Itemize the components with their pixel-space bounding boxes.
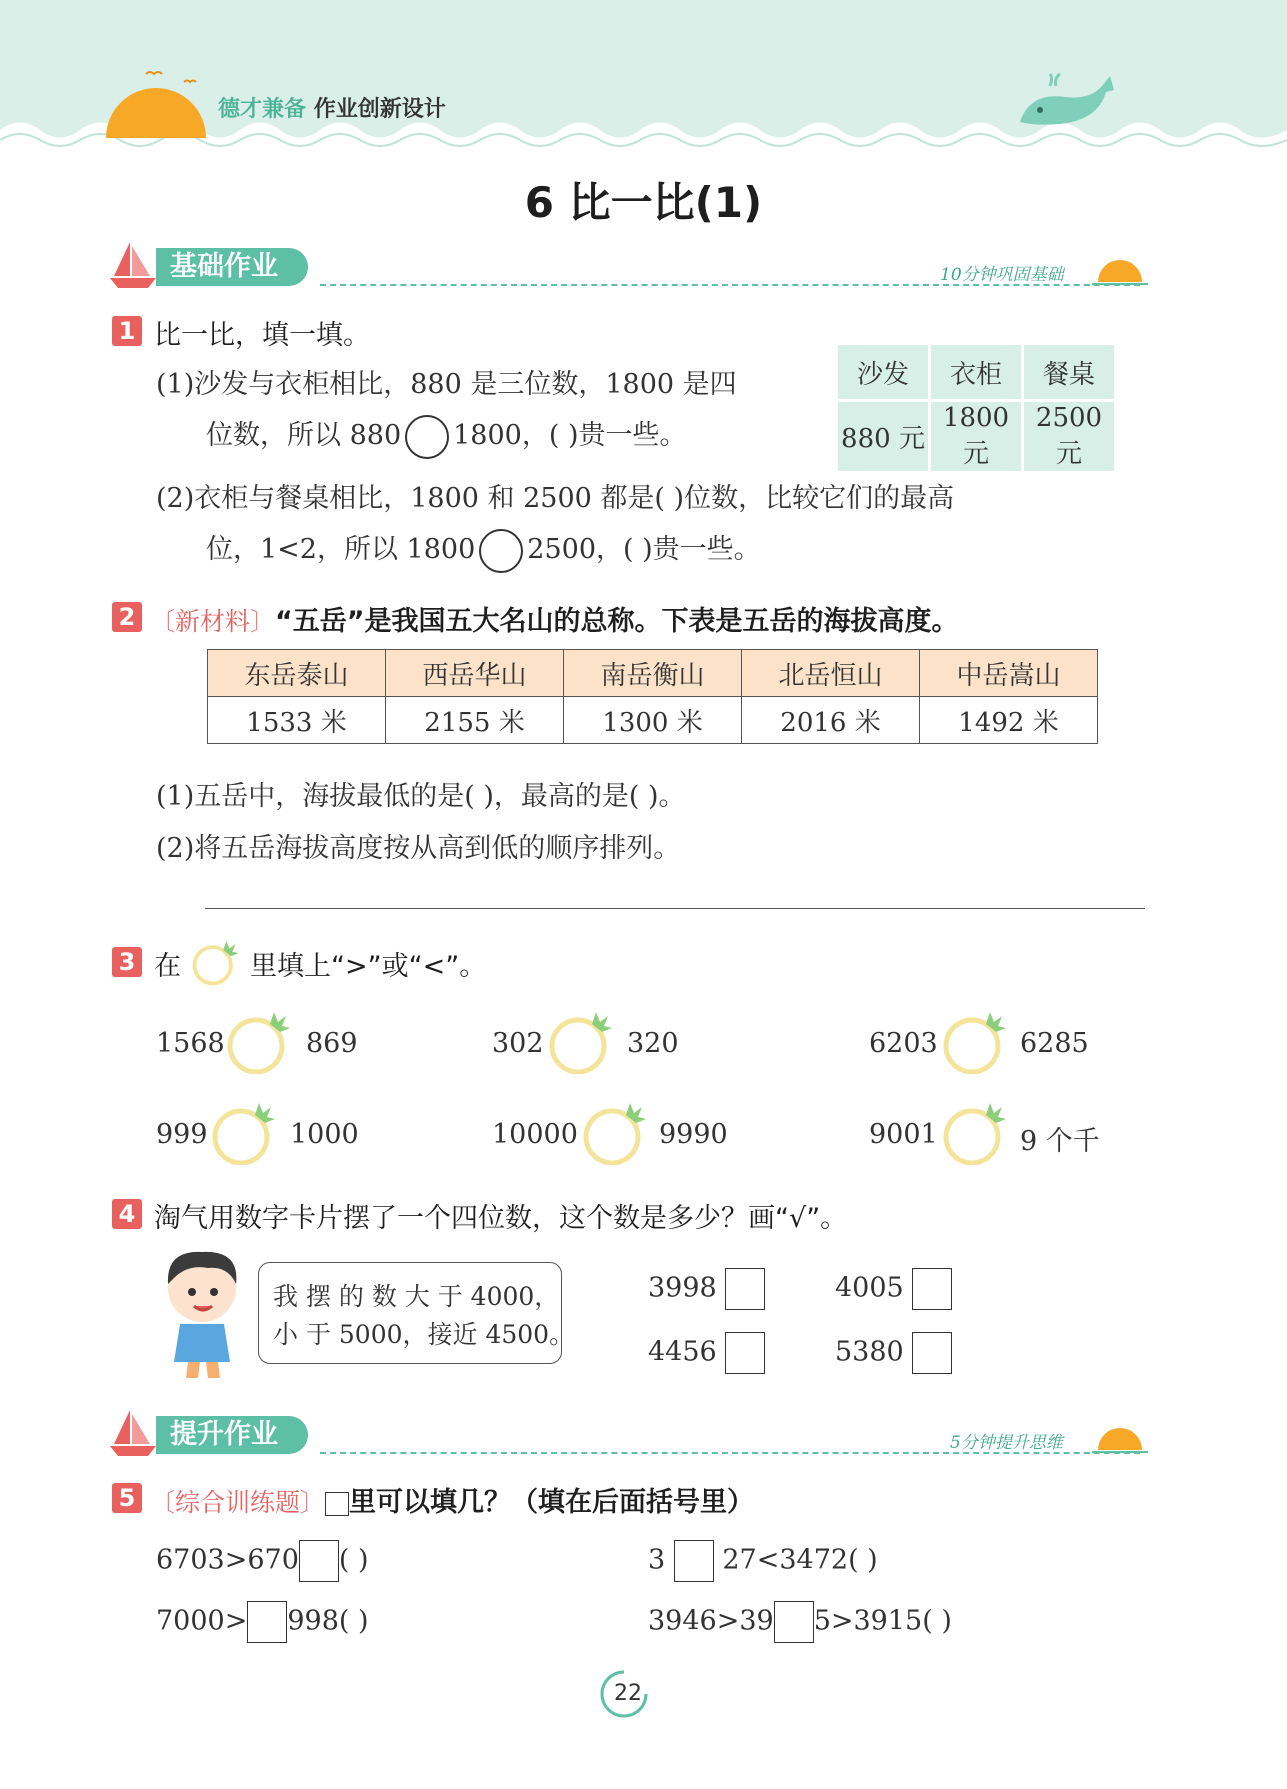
- q3-title-post: 里填上“>”或“<”。: [250, 951, 487, 982]
- q2-title-line: [150, 599, 959, 638]
- q4-option: [648, 1268, 765, 1310]
- small-sun-icon: [1092, 1422, 1148, 1456]
- q4-option-label: 4005: [835, 1272, 904, 1304]
- brand-green: 德才兼备: [218, 97, 307, 122]
- q3-item-left: 999: [156, 1119, 208, 1150]
- q1-line2b: [206, 527, 761, 573]
- q5-item: [156, 1540, 369, 1582]
- brand-dark: 作业创新设计: [313, 97, 446, 122]
- q5-item-post: ( ): [338, 1544, 369, 1576]
- table-cell: 1492 米: [920, 697, 1098, 744]
- table-cell: 1533 米: [208, 697, 386, 744]
- q5-title: 里可以填几？（填在后面括号里）: [349, 1487, 755, 1518]
- fruit-answer-circle[interactable]: [582, 1099, 648, 1165]
- question-number: 3: [112, 947, 142, 977]
- q2-sub2: (2)将五岳海拔高度按从高到低的顺序排列。: [156, 833, 681, 864]
- q3-title-pre: 在: [154, 951, 181, 982]
- sailboat-icon: [110, 240, 156, 290]
- q1-line1b-pre: 位数，所以 880: [206, 420, 402, 451]
- q5-item: [648, 1601, 952, 1643]
- checkbox-answer[interactable]: [725, 1268, 765, 1310]
- table-header: 中岳嵩山: [920, 650, 1098, 697]
- digit-box[interactable]: [774, 1601, 814, 1643]
- table-header: 衣柜: [930, 344, 1023, 401]
- q3-item-right: 1000: [290, 1119, 359, 1150]
- q5-item-pre: 3946>39: [648, 1605, 774, 1637]
- fruit-circle-icon: [190, 938, 240, 988]
- table-cell: 1300 米: [564, 697, 742, 744]
- digit-box[interactable]: [247, 1601, 287, 1643]
- checkbox-answer[interactable]: [912, 1268, 952, 1310]
- small-sun-icon: [1092, 254, 1148, 288]
- q5-item-post: 5>3915( ): [813, 1605, 952, 1637]
- brand: [218, 92, 446, 123]
- fruit-answer-circle[interactable]: [942, 1099, 1008, 1165]
- boy-character-icon: [158, 1244, 248, 1380]
- q3-item-right: 869: [306, 1028, 358, 1059]
- section-advanced-note: 5分钟提升思维: [950, 1433, 1063, 1453]
- table-header: 餐桌: [1023, 344, 1116, 401]
- q1-title: 比一比，填一填。: [154, 320, 370, 351]
- q3-item-left: 9001: [869, 1119, 938, 1150]
- furniture-price-table: [835, 342, 1117, 474]
- q5-item-post: 998( ): [287, 1605, 369, 1637]
- table-header: 东岳泰山: [208, 650, 386, 697]
- table-header: 西岳华山: [386, 650, 564, 697]
- whale-icon: [1010, 72, 1120, 134]
- bubble-line2: 小 于 5000，接近 4500。: [273, 1320, 575, 1349]
- digit-box[interactable]: [674, 1540, 714, 1582]
- q4-title: 淘气用数字卡片摆了一个四位数，这个数是多少？画“√”。: [154, 1203, 848, 1234]
- checkbox-answer[interactable]: [725, 1332, 765, 1374]
- q5-item: [648, 1540, 878, 1582]
- table-header: 南岳衡山: [564, 650, 742, 697]
- fruit-answer-circle[interactable]: [942, 1008, 1008, 1074]
- question-number: 1: [112, 316, 142, 346]
- q4-option-label: 3998: [648, 1272, 717, 1304]
- q4-option: [835, 1268, 952, 1310]
- q3-item-right: 9990: [659, 1119, 728, 1150]
- section-basic-label: 基础作业: [156, 248, 308, 286]
- question-number: 2: [112, 602, 142, 632]
- fruit-answer-circle[interactable]: [211, 1099, 277, 1165]
- q3-item-right: 6285: [1020, 1028, 1089, 1059]
- q3-item-right: 320: [627, 1028, 679, 1059]
- q2-title: “五岳”是我国五大名山的总称。下表是五岳的海拔高度。: [275, 606, 959, 637]
- table-cell: 2155 米: [386, 697, 564, 744]
- sun-logo-icon: [106, 68, 206, 138]
- section-advanced-label: 提升作业: [156, 1416, 308, 1454]
- question-number: 4: [112, 1199, 142, 1229]
- table-cell: 2500 元: [1023, 401, 1116, 473]
- q1-line1b-post: 1800，( )贵一些。: [453, 420, 687, 451]
- table-cell: 880 元: [837, 401, 930, 473]
- mountain-height-table: [207, 649, 1098, 744]
- q1-line1b: [206, 413, 687, 459]
- q1-line1a: (1)沙发与衣柜相比，880 是三位数，1800 是四: [156, 369, 737, 400]
- square-symbol-icon: [325, 1492, 349, 1516]
- q1-line2a: (2)衣柜与餐桌相比，1800 和 2500 都是( )位数，比较它们的最高: [156, 483, 955, 514]
- answer-circle[interactable]: [479, 529, 523, 573]
- q5-item-post: 27<3472( ): [722, 1544, 878, 1576]
- page-number: 22: [614, 1681, 642, 1706]
- q4-option: [648, 1332, 765, 1374]
- q3-item-left: 6203: [869, 1028, 938, 1059]
- q4-option-label: 4456: [648, 1336, 717, 1368]
- q4-option: [835, 1332, 952, 1374]
- q2-sub1: (1)五岳中，海拔最低的是( )，最高的是( )。: [156, 781, 686, 812]
- q3-item-left: 1568: [156, 1028, 225, 1059]
- q3-item-left: 10000: [492, 1119, 578, 1150]
- table-header: 北岳恒山: [742, 650, 920, 697]
- section-basic-note: 10分钟巩固基础: [940, 265, 1064, 285]
- q5-item: [156, 1601, 369, 1643]
- q5-item-pre: 7000>: [156, 1605, 248, 1637]
- q2-tag: 〔新材料〕: [150, 607, 276, 636]
- q5-item-pre: 6703>670: [156, 1544, 299, 1576]
- fruit-answer-circle[interactable]: [548, 1008, 614, 1074]
- q1-line2b-post: 2500，( )贵一些。: [527, 534, 761, 565]
- table-cell: 2016 米: [742, 697, 920, 744]
- q5-item-pre: 3: [648, 1544, 666, 1576]
- sailboat-icon: [110, 1408, 156, 1458]
- answer-circle[interactable]: [405, 415, 449, 459]
- fruit-answer-circle[interactable]: [226, 1008, 292, 1074]
- q5-title-line: [150, 1480, 754, 1519]
- table-cell: 1800 元: [930, 401, 1023, 473]
- checkbox-answer[interactable]: [912, 1332, 952, 1374]
- bubble-line1: 我 摆 的 数 大 于 4000，: [273, 1282, 560, 1311]
- q3-item-left: 302: [492, 1028, 544, 1059]
- digit-box[interactable]: [299, 1540, 339, 1582]
- q1-line2b-pre: 位，1<2，所以 1800: [206, 534, 476, 565]
- q4-option-label: 5380: [835, 1336, 904, 1368]
- page-title: 6 比一比(1): [524, 178, 763, 227]
- q5-tag: 〔综合训练题〕: [150, 1488, 326, 1517]
- question-number: 5: [112, 1483, 142, 1513]
- answer-line[interactable]: [205, 908, 1145, 909]
- table-header: 沙发: [837, 344, 930, 401]
- q3-item-right: 9 个千: [1020, 1126, 1100, 1157]
- speech-bubble: [258, 1262, 575, 1364]
